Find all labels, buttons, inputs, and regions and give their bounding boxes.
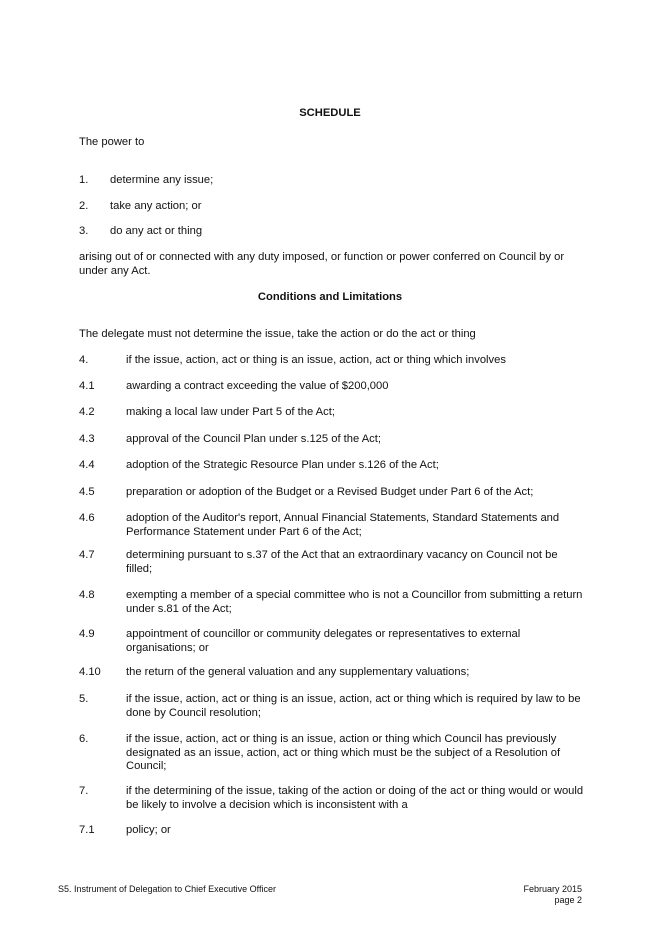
item-number: 7.	[79, 785, 89, 797]
item-number: 5.	[79, 693, 89, 705]
condition-item	[0, 666, 660, 696]
item-number: 4.4	[79, 459, 95, 471]
item-text: approval of the Council Plan under s.125 of the Act;	[126, 433, 381, 445]
item-text: if the determining of the issue, taking of the action or doing of the act or thing would or would be likely to involve a decision which is inconsistent with a	[126, 785, 584, 811]
item-text: take any action; or	[110, 200, 202, 212]
item-text: if the issue, action, act or thing is an issue, action, act or thing which is required by law to be done by Council resolution;	[126, 693, 581, 719]
condition-item	[0, 733, 660, 772]
item-text: determine any issue;	[110, 174, 214, 186]
condition-item	[0, 549, 660, 579]
item-text: making a local law under Part 5 of the Act;	[126, 406, 335, 418]
item-number: 4.7	[79, 549, 95, 561]
item-number: 4.9	[79, 628, 95, 640]
item-text: preparation or adoption of the Budget or a Revised Budget under Part 6 of the Act;	[126, 486, 534, 498]
item-number: 3.	[79, 225, 89, 237]
item-text: adoption of the Strategic Resource Plan under s.126 of the Act;	[126, 459, 439, 471]
condition-item	[0, 628, 660, 658]
item-number: 6.	[79, 733, 89, 745]
item-text: adoption of the Auditor's report, Annual Financial Statements, Standard Statements and Performance Statement under Part 6 of the Act;	[126, 512, 560, 538]
footer-date: February 2015	[523, 884, 582, 894]
item-number: 4.3	[79, 433, 95, 445]
item-number: 4.8	[79, 589, 95, 601]
item-text: policy; or	[126, 824, 171, 836]
item-text: if the issue, action, act or thing is an issue, action or thing which Council has previously designated as an issue, action, act or thing which must be the subject of a Resolution of Council;	[126, 733, 561, 772]
item-number: 4.1	[79, 380, 95, 392]
item-number: 4.2	[79, 406, 95, 418]
condition-item	[0, 824, 660, 854]
item-number: 4.6	[79, 512, 95, 524]
item-number: 1.	[79, 174, 89, 186]
item-number: 7.1	[79, 824, 95, 836]
condition-item	[0, 512, 660, 542]
conditions-heading: Conditions and Limitations	[257, 291, 403, 303]
footer-meta	[523, 884, 582, 906]
arising-text: arising out of or connected with any duty imposed, or function or power conferred on Council by or under any Act.	[79, 251, 565, 277]
item-text: appointment of councillor or community delegates or representatives to external organisations; or	[126, 628, 521, 654]
footer-page-number: page 2	[554, 895, 582, 905]
delegate-text: The delegate must not determine the issue, take the action or do the act or thing	[79, 328, 476, 340]
item-text: the return of the general valuation and any supplementary valuations;	[126, 666, 470, 678]
item-number: 2.	[79, 200, 89, 212]
condition-item	[0, 693, 660, 723]
schedule-heading: SCHEDULE	[299, 107, 361, 119]
item-text: do any act or thing	[110, 225, 203, 237]
item-number: 4.5	[79, 486, 95, 498]
item-text: if the issue, action, act or thing is an issue, action, act or thing which involves	[126, 354, 506, 366]
item-text: determining pursuant to s.37 of the Act that an extraordinary vacancy on Council not be filled;	[126, 549, 558, 575]
item-text: exempting a member of a special committee who is not a Councillor from submitting a return under s.81 of the Act;	[126, 589, 583, 615]
condition-item	[0, 785, 660, 815]
item-number: 4.	[79, 354, 89, 366]
item-number: 4.10	[79, 666, 101, 678]
intro-text: The power to	[79, 136, 145, 148]
footer-document-title: S5. Instrument of Delegation to Chief Executive Officer	[58, 884, 276, 894]
item-text: awarding a contract exceeding the value of $200,000	[126, 380, 389, 392]
condition-item	[0, 589, 660, 619]
condition-item	[0, 406, 660, 436]
condition-item	[0, 459, 660, 489]
